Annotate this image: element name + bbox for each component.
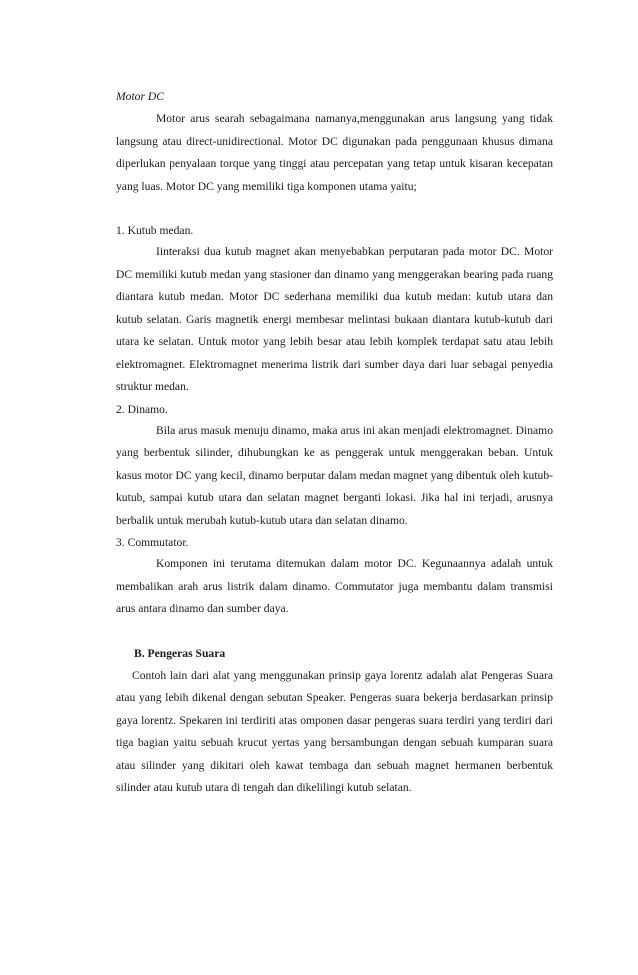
page-content (116, 86, 553, 800)
section-b-paragraph: Contoh lain dari alat yang menggunakan prinsip gaya lorentz adalah alat Pengeras Suara atau yang lebih dikenal dengan sebutan Speaker. Pengeras suara bekerja berdasarkan prinsip gaya lorentz. Spekaren ini terdiriti atas omponen dasar pengeras suara terdiri yang terdiri dari tiga bagian yaitu sebuah krucut yertas yang bersambungan dengan sebuah kumparan suara atau silinder yang dikitari oleh kawat tembaga dan sebuah magnet hermanen berbentuk silinder atau kutub utara di tengah dan dikelilingi kutub selatan. (116, 668, 553, 794)
component-1-title: 1. Kutub medan. (116, 224, 194, 237)
section-b-title: B. Pengeras Suara (134, 646, 226, 660)
component-1-text: Iinteraksi dua kutub magnet akan menyebabkan perputaran pada motor DC. Motor DC memiliki kutub medan yang stasioner dan dinamo yang menggerakan bearing pada ruang diantara kutub medan. Motor DC sederhana memiliki dua kutub medan: kutub utara dan kutub selatan. Garis magnetik energi membesar melintasi bukaan diantara kutub-kutub dari utara ke selatan. Untuk motor yang lebih besar atau lebih komplek terdapat satu atau lebih elektromagnet. Elektromagnet menerima listrik dari sumber daya dari luar sebagai penyedia struktur medan. (116, 245, 553, 393)
spacer (116, 621, 553, 643)
component-3-text: Komponen ini terutama ditemukan dalam motor DC. Kegunaannya adalah untuk membalikan arah arus listrik dalam dinamo. Commutator juga membantu dalam transmisi arus antara dinamo dan sumber daya. (116, 557, 553, 615)
spacer (116, 198, 553, 220)
motor-dc-heading: Motor DC (116, 90, 164, 103)
motor-dc-intro-paragraph: Motor arus searah sebagaimana namanya,menggunakan arus langsung yang tidak langsung atau direct-unidirectional. Motor DC digunakan pada penggunaan khusus dimana diperlukan penyalaan torque yang tinggi atau percepatan yang tetap untuk kisaran kecepatan yang luas. Motor DC yang memiliki tiga komponen utama yaitu; (116, 112, 553, 193)
component-2-text: Bila arus masuk menuju dinamo, maka arus ini akan menjadi elektromagnet. Dinamo yang berbentuk silinder, dihubungkan ke as penggerak untuk menggerakan beban. Untuk kasus motor DC yang kecil, dinamo berputar dalam medan magnet yang dibentuk oleh kutub-kutub, sampai kutub utara dan selatan magnet berganti lokasi. Jika hal ini terjadi, arusnya berbalik untuk merubah kutub-kutub utara dan selatan dinamo. (116, 423, 553, 527)
component-2-title: 2. Dinamo. (116, 402, 168, 416)
component-3-title: 3. Commutator. (116, 536, 189, 549)
